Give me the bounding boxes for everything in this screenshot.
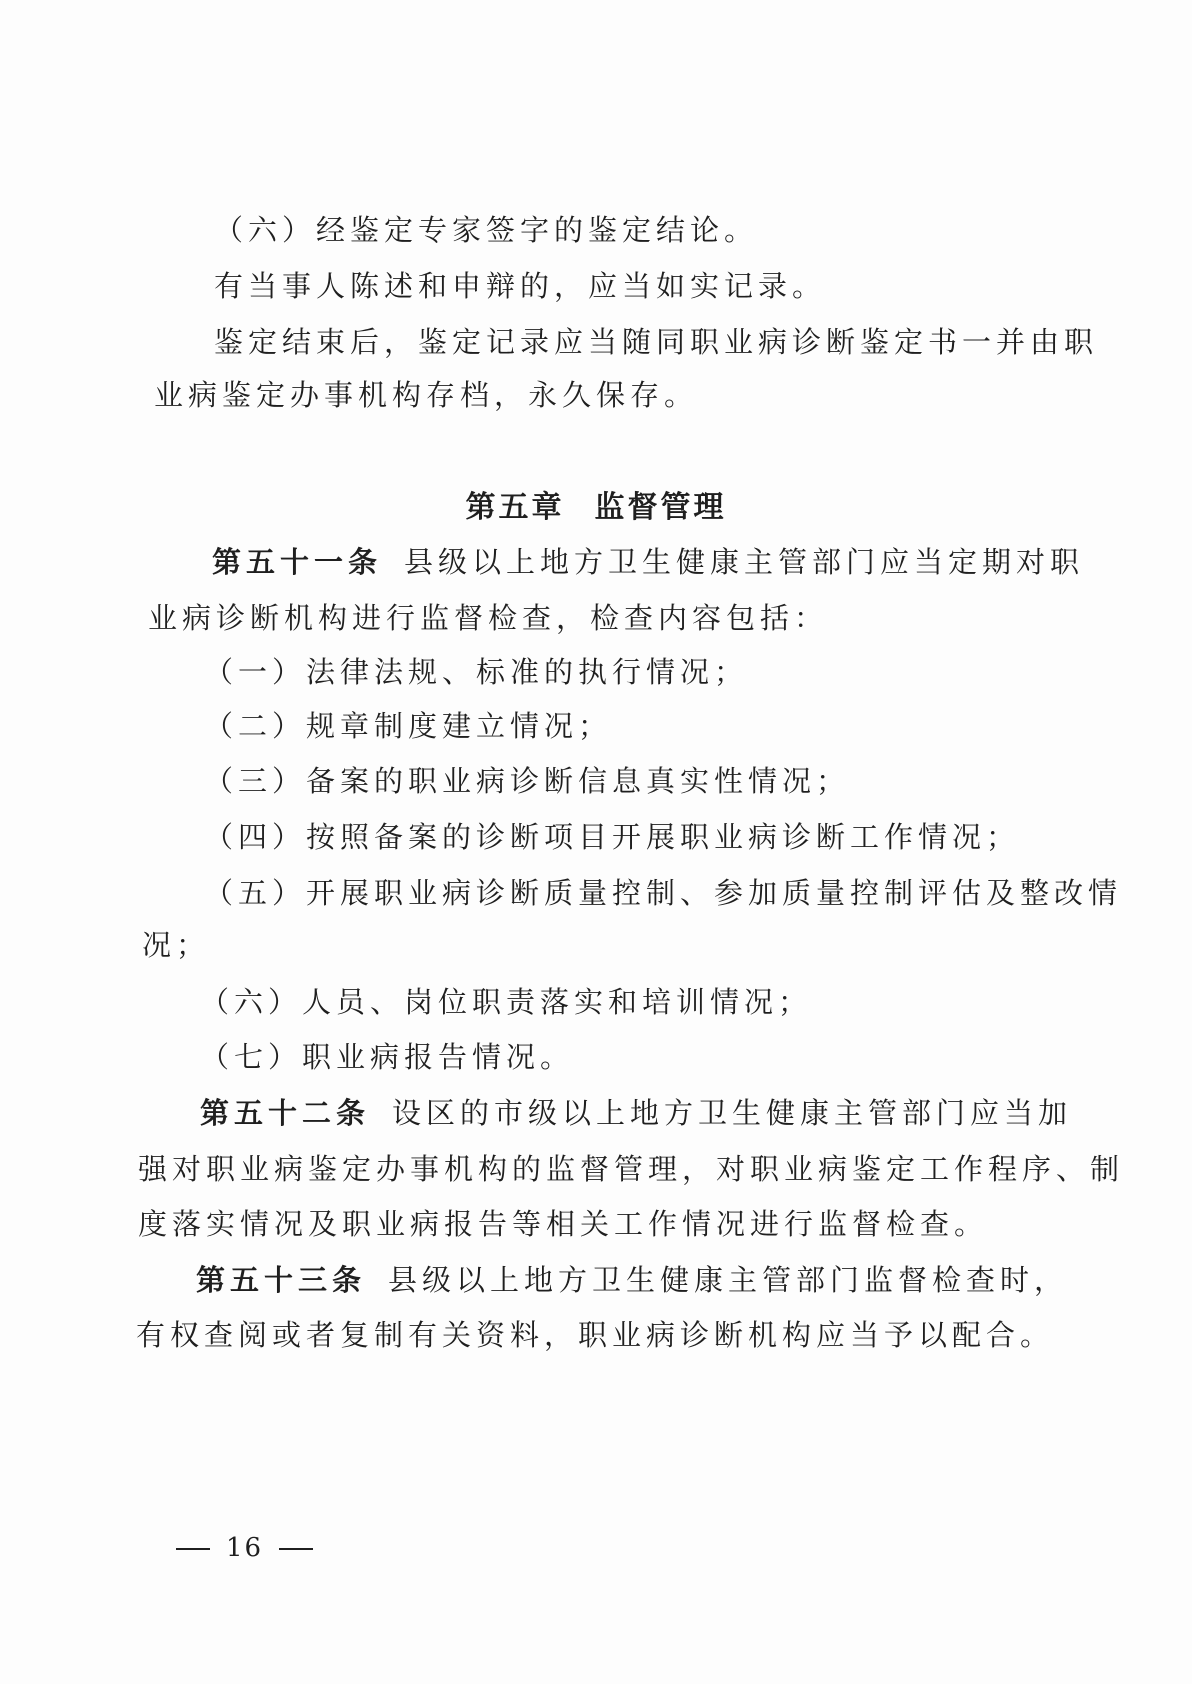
page-number: [160, 1532, 329, 1564]
list-item: （二）规章制度建立情况；: [204, 709, 613, 743]
article-number: 第五十三条: [196, 1263, 367, 1297]
paragraph-line: 度落实情况及职业病报告等相关工作情况进行监督检查。: [138, 1207, 989, 1241]
list-item: （一）法律法规、标准的执行情况；: [204, 655, 749, 689]
chapter-number: 第五章: [465, 490, 565, 525]
article-text: 设区的市级以上地方卫生健康主管部门应当加: [392, 1096, 1073, 1130]
chapter-heading: [0, 490, 1192, 526]
paragraph-line: 鉴定结束后，鉴定记录应当随同职业病诊断鉴定书一并由职: [214, 325, 1099, 359]
article-number: 第五十一条: [212, 545, 383, 579]
paragraph-line: （六）经鉴定专家签字的鉴定结论。: [214, 213, 759, 247]
list-item: （三）备案的职业病诊断信息真实性情况；: [204, 764, 851, 798]
article-text: 县级以上地方卫生健康主管部门监督检查时，: [388, 1263, 1069, 1297]
article-number: 第五十二条: [200, 1096, 371, 1130]
paragraph-line: 有当事人陈述和申辩的，应当如实记录。: [214, 269, 827, 303]
dash-left: [176, 1548, 210, 1550]
article-53-line: [196, 1263, 1068, 1297]
page-number-value: 16: [226, 1533, 264, 1563]
paragraph-line: 强对职业病鉴定办事机构的监督管理，对职业病鉴定工作程序、制: [138, 1152, 1125, 1186]
paragraph-line: 业病诊断机构进行监督检查，检查内容包括：: [148, 601, 829, 635]
list-item: （五）开展职业病诊断质量控制、参加质量控制评估及整改情: [204, 876, 1123, 910]
list-item: （七）职业病报告情况。: [200, 1040, 575, 1074]
list-item-continuation: 况；: [142, 928, 211, 962]
chapter-title: 监督管理: [594, 490, 727, 525]
article-52-line: [200, 1096, 1072, 1130]
article-text: 县级以上地方卫生健康主管部门应当定期对职: [404, 545, 1085, 579]
paragraph-line: 业病鉴定办事机构存档，永久保存。: [154, 378, 699, 412]
paragraph-line: 有权查阅或者复制有关资料，职业病诊断机构应当予以配合。: [136, 1318, 1055, 1352]
article-51-line: [212, 545, 1084, 579]
list-item: （六）人员、岗位职责落实和培训情况；: [200, 985, 813, 1019]
list-item: （四）按照备案的诊断项目开展职业病诊断工作情况；: [204, 820, 1021, 854]
dash-right: [279, 1548, 313, 1550]
